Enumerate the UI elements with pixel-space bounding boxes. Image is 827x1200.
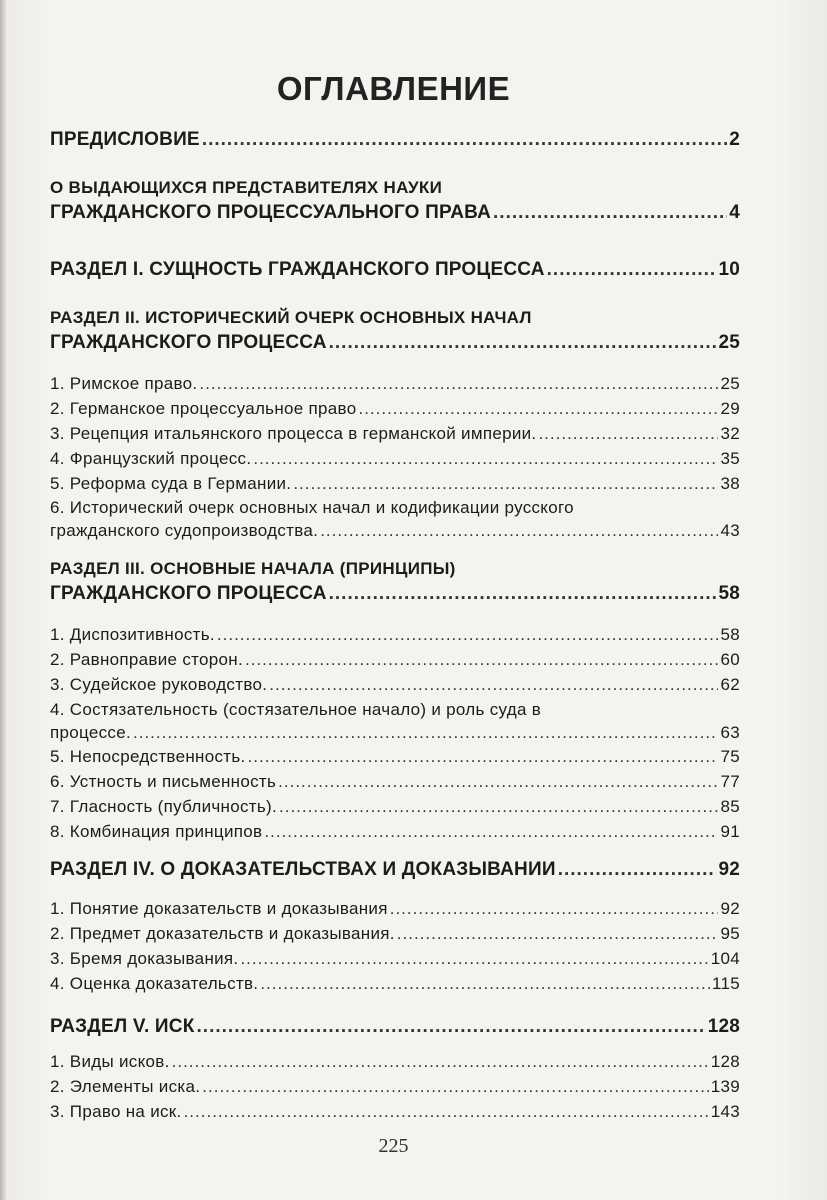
entry-title: гражданского судопроизводства. (50, 521, 319, 540)
entry-page-number: 143 (710, 1102, 740, 1121)
toc-subentry (50, 447, 740, 470)
entry-row (50, 256, 740, 283)
entry-title: 5. Непосредственность. (50, 747, 246, 766)
entry-row (50, 126, 740, 153)
entry-page-number: 104 (710, 949, 740, 968)
toc-section-entry (50, 557, 740, 607)
entry-row (50, 1013, 740, 1040)
entry-row (50, 856, 740, 883)
toc-subentry (50, 1100, 740, 1123)
dot-leader (547, 256, 717, 283)
dot-leader (538, 422, 718, 445)
entry-page-number: 38 (720, 474, 740, 493)
entry-title: 4. Французский процесс. (50, 449, 252, 468)
entry-title-line: РАЗДЕЛ II. ИСТОРИЧЕСКИЙ ОЧЕРК ОСНОВНЫХ НАЧАЛ (50, 308, 532, 327)
entry-page-number: 77 (720, 772, 740, 791)
toc-subentry (50, 1075, 740, 1098)
entry-title: 1. Понятие доказательств и доказывания (50, 899, 388, 918)
entry-page-number: 85 (720, 797, 740, 816)
entry-page-number: 63 (720, 723, 740, 742)
entry-page-number: 128 (707, 1016, 740, 1037)
dot-leader (278, 770, 718, 793)
entry-title: 3. Рецепция итальянского процесса в германской империи. (50, 424, 537, 443)
toc-subentry (50, 422, 740, 445)
toc-subentry (50, 972, 740, 995)
entry-row (50, 947, 740, 970)
entry-page-number: 10 (718, 259, 740, 280)
entry-row (50, 795, 740, 818)
entry-title: 3. Право на иск. (50, 1102, 182, 1121)
entry-title: 3. Бремя доказывания. (50, 949, 239, 968)
toc-subentry (50, 698, 740, 744)
entry-row (50, 1050, 740, 1073)
entry-page-number: 58 (718, 583, 740, 604)
dot-leader (329, 329, 717, 356)
entry-title: 2. Равноправие сторон. (50, 650, 243, 669)
toc-subentry (50, 397, 740, 420)
entry-title-line: 4. Состязательность (состязательное начало) и роль суда в (50, 700, 542, 719)
entry-row (50, 372, 740, 395)
entry-title: 1. Диспозитивность. (50, 625, 215, 644)
entry-title: РАЗДЕЛ I. СУЩНОСТЬ ГРАЖДАНСКОГО ПРОЦЕССА (50, 259, 545, 280)
toc-subentry (50, 1050, 740, 1073)
dot-leader (197, 1013, 706, 1040)
entry-title: процессе. (50, 723, 131, 742)
entry-title: 8. Комбинация принципов (50, 822, 263, 841)
entry-row (50, 623, 740, 646)
toc-section-entry (50, 176, 740, 226)
dot-leader (320, 519, 718, 542)
dot-leader (329, 580, 717, 607)
toc-subentry (50, 897, 740, 920)
dot-leader (172, 1050, 709, 1073)
entry-row (50, 648, 740, 671)
toc-section-entry (50, 1013, 740, 1040)
page-number: 225 (378, 1135, 409, 1157)
toc-subentry (50, 795, 740, 818)
entry-row (50, 422, 740, 445)
entry-page-number: 115 (711, 974, 740, 993)
entry-row (50, 673, 740, 696)
toc-section-entry (50, 306, 740, 356)
dot-leader (397, 922, 719, 945)
entry-page-number: 128 (710, 1052, 740, 1071)
dot-leader (240, 947, 708, 970)
entry-title: 3. Судейское руководство. (50, 675, 268, 694)
dot-leader (202, 126, 727, 153)
entry-row (50, 519, 740, 542)
entry-title: 4. Оценка доказательств. (50, 974, 259, 993)
entry-row (50, 329, 740, 356)
entry-title-line: 6. Исторический очерк основных начал и кодификации русского (50, 498, 574, 517)
dot-leader (558, 856, 717, 883)
entry-row (50, 721, 740, 744)
entry-title: ГРАЖДАНСКОГО ПРОЦЕССА (50, 583, 327, 604)
entry-page-number: 58 (720, 625, 740, 644)
toc-subentry (50, 745, 740, 768)
entry-page-number: 92 (718, 859, 740, 880)
dot-leader (264, 820, 718, 843)
entry-row (50, 745, 740, 768)
dot-leader (217, 623, 719, 646)
entry-title: 2. Германское процессуальное право (50, 399, 357, 418)
entry-title: ГРАЖДАНСКОГО ПРОЦЕССА (50, 332, 327, 353)
toc-section-entry (50, 256, 740, 283)
entry-page-number: 95 (720, 924, 740, 943)
entry-page-number: 139 (710, 1077, 740, 1096)
dot-leader (358, 397, 718, 420)
toc-subentry (50, 947, 740, 970)
entry-page-number: 43 (720, 521, 740, 540)
entry-page-number: 29 (720, 399, 740, 418)
entry-row (50, 447, 740, 470)
entry-row (50, 922, 740, 945)
entry-row (50, 897, 740, 920)
entry-page-number: 92 (720, 899, 740, 918)
toc-subentry (50, 820, 740, 843)
dot-leader (279, 795, 718, 818)
toc-section-entry (50, 856, 740, 883)
entry-page-number: 25 (718, 332, 740, 353)
entry-page-number: 60 (720, 650, 740, 669)
entry-title: 1. Римское право. (50, 374, 198, 393)
entry-title: 2. Предмет доказательств и доказывания. (50, 924, 395, 943)
dot-leader (133, 721, 718, 744)
entry-page-number: 75 (720, 747, 740, 766)
entry-page-number: 25 (720, 374, 740, 393)
toc-subentry (50, 372, 740, 395)
entry-row (50, 770, 740, 793)
entry-page-number: 2 (729, 129, 740, 150)
toc-title: ОГЛАВЛЕНИЕ (276, 70, 511, 107)
entry-row (50, 1100, 740, 1123)
dot-leader (253, 447, 718, 470)
entry-title: 1. Виды исков. (50, 1052, 170, 1071)
toc-subentry (50, 770, 740, 793)
dot-leader (202, 1075, 708, 1098)
entry-title: ГРАЖДАНСКОГО ПРОЦЕССУАЛЬНОГО ПРАВА (50, 202, 492, 223)
entry-page-number: 4 (729, 202, 740, 223)
toc-subentry (50, 648, 740, 671)
entry-title: 5. Реформа суда в Германии. (50, 474, 292, 493)
dot-leader (260, 972, 710, 995)
dot-leader (184, 1100, 709, 1123)
toc-subentry (50, 673, 740, 696)
dot-leader (493, 199, 727, 226)
entry-title-line: О ВЫДАЮЩИХСЯ ПРЕДСТАВИТЕЛЯХ НАУКИ (50, 178, 443, 197)
entry-page-number: 62 (720, 675, 740, 694)
entry-page-number: 35 (720, 449, 740, 468)
toc-subentry (50, 922, 740, 945)
entry-row (50, 397, 740, 420)
entry-row (50, 972, 740, 995)
entry-title: 6. Устность и письменность (50, 772, 277, 791)
entry-row (50, 580, 740, 607)
page-binding-edge (0, 0, 6, 1200)
entry-title: РАЗДЕЛ IV. О ДОКАЗАТЕЛЬСТВАХ И ДОКАЗЫВАНИИ (50, 859, 556, 880)
entry-title: 7. Гласность (публичность). (50, 797, 278, 816)
entry-page-number: 32 (720, 424, 740, 443)
entry-row (50, 1075, 740, 1098)
dot-leader (199, 372, 718, 395)
dot-leader (248, 745, 719, 768)
entry-row (50, 472, 740, 495)
entry-row (50, 199, 740, 226)
dot-leader (245, 648, 718, 671)
toc-section-entry (50, 126, 740, 153)
dot-leader (269, 673, 718, 696)
entry-title: ПРЕДИСЛОВИЕ (50, 129, 200, 150)
toc-subentry (50, 623, 740, 646)
dot-leader (293, 472, 718, 495)
entry-page-number: 91 (720, 822, 740, 841)
entry-row (50, 820, 740, 843)
toc-subentry (50, 472, 740, 495)
toc-subentry (50, 496, 740, 542)
entry-title: 2. Элементы иска. (50, 1077, 201, 1096)
entry-title: РАЗДЕЛ V. ИСК (50, 1016, 195, 1037)
dot-leader (390, 897, 719, 920)
entry-title-line: РАЗДЕЛ III. ОСНОВНЫЕ НАЧАЛА (ПРИНЦИПЫ) (50, 559, 456, 578)
